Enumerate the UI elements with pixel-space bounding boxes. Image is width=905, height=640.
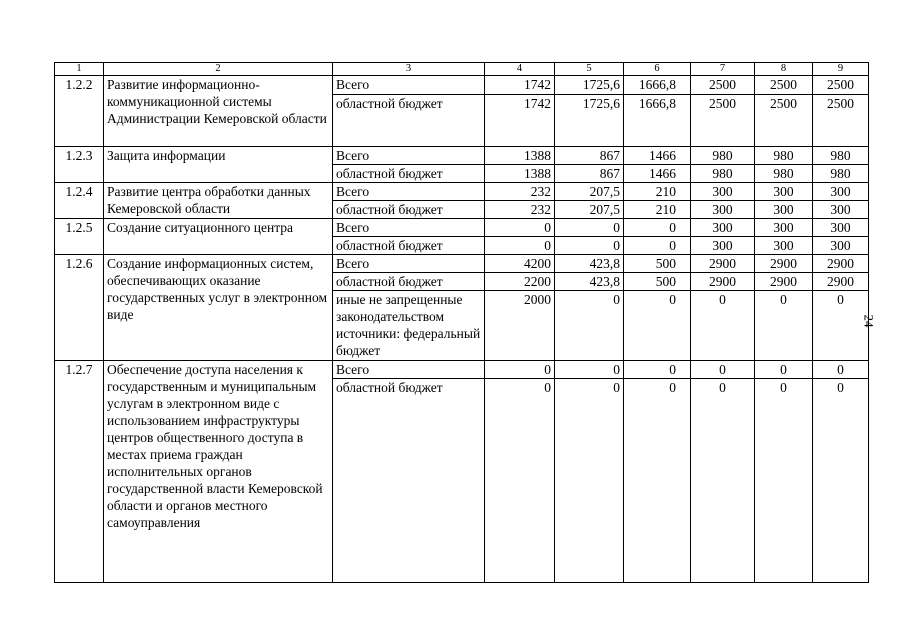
column-number: 5 bbox=[555, 63, 624, 76]
value-cell: 207,5 bbox=[555, 183, 624, 201]
value-cell: 0 bbox=[755, 361, 813, 379]
value-cell: 980 bbox=[813, 147, 869, 165]
column-number: 2 bbox=[104, 63, 333, 76]
column-number: 6 bbox=[624, 63, 691, 76]
value-cell: 300 bbox=[755, 237, 813, 255]
table-row bbox=[55, 183, 869, 201]
item-name: Защита информации bbox=[104, 147, 333, 183]
value-cell: 1666,8 bbox=[624, 76, 691, 95]
value-cell: 0 bbox=[555, 361, 624, 379]
item-code: 1.2.3 bbox=[55, 147, 104, 183]
value-cell: 0 bbox=[624, 219, 691, 237]
value-cell: 207,5 bbox=[555, 201, 624, 219]
value-cell: 423,8 bbox=[555, 255, 624, 273]
value-cell: 1388 bbox=[485, 147, 555, 165]
value-cell: 2900 bbox=[813, 255, 869, 273]
value-cell: 0 bbox=[755, 379, 813, 583]
value-cell: 0 bbox=[691, 379, 755, 583]
value-cell: 0 bbox=[624, 291, 691, 361]
value-cell: 2500 bbox=[755, 95, 813, 147]
value-cell: 0 bbox=[624, 361, 691, 379]
column-number-row bbox=[55, 63, 869, 76]
source-label: Всего bbox=[333, 76, 485, 95]
value-cell: 300 bbox=[691, 183, 755, 201]
item-code: 1.2.7 bbox=[55, 361, 104, 583]
value-cell: 300 bbox=[813, 201, 869, 219]
source-label: Всего bbox=[333, 147, 485, 165]
value-cell: 980 bbox=[813, 165, 869, 183]
column-number: 4 bbox=[485, 63, 555, 76]
value-cell: 2900 bbox=[755, 273, 813, 291]
item-code: 1.2.5 bbox=[55, 219, 104, 255]
value-cell: 2500 bbox=[691, 76, 755, 95]
value-cell: 980 bbox=[755, 165, 813, 183]
value-cell: 300 bbox=[691, 201, 755, 219]
item-name: Развитие центра обработки данных Кемеровской области bbox=[104, 183, 333, 219]
value-cell: 300 bbox=[755, 183, 813, 201]
value-cell: 2500 bbox=[755, 76, 813, 95]
value-cell: 2900 bbox=[691, 273, 755, 291]
value-cell: 980 bbox=[691, 147, 755, 165]
source-label: областной бюджет bbox=[333, 237, 485, 255]
value-cell: 980 bbox=[755, 147, 813, 165]
value-cell: 0 bbox=[813, 291, 869, 361]
budget-table bbox=[54, 62, 869, 583]
source-label: Всего bbox=[333, 255, 485, 273]
source-label: областной бюджет bbox=[333, 379, 485, 583]
item-name: Обеспечение доступа населения к государственным и муниципальным услугам в электронном виде с использованием инфраструктуры центров общественного доступа в местах приема граждан исполнительных органов государственной власти Кемеровской области и органов местного самоуправления bbox=[104, 361, 333, 583]
value-cell: 4200 bbox=[485, 255, 555, 273]
value-cell: 0 bbox=[624, 379, 691, 583]
value-cell: 300 bbox=[813, 237, 869, 255]
column-number: 3 bbox=[333, 63, 485, 76]
value-cell: 0 bbox=[555, 379, 624, 583]
value-cell: 232 bbox=[485, 183, 555, 201]
item-code: 1.2.4 bbox=[55, 183, 104, 219]
value-cell: 0 bbox=[691, 291, 755, 361]
value-cell: 1725,6 bbox=[555, 76, 624, 95]
value-cell: 423,8 bbox=[555, 273, 624, 291]
value-cell: 0 bbox=[555, 291, 624, 361]
column-number: 7 bbox=[691, 63, 755, 76]
value-cell: 867 bbox=[555, 147, 624, 165]
source-label: Всего bbox=[333, 183, 485, 201]
value-cell: 0 bbox=[555, 219, 624, 237]
value-cell: 980 bbox=[691, 165, 755, 183]
value-cell: 0 bbox=[485, 219, 555, 237]
value-cell: 0 bbox=[485, 361, 555, 379]
value-cell: 2900 bbox=[691, 255, 755, 273]
value-cell: 1466 bbox=[624, 165, 691, 183]
value-cell: 867 bbox=[555, 165, 624, 183]
value-cell: 2500 bbox=[813, 76, 869, 95]
value-cell: 2200 bbox=[485, 273, 555, 291]
value-cell: 0 bbox=[755, 291, 813, 361]
value-cell: 210 bbox=[624, 183, 691, 201]
value-cell: 0 bbox=[624, 237, 691, 255]
value-cell: 300 bbox=[813, 183, 869, 201]
value-cell: 232 bbox=[485, 201, 555, 219]
source-label: областной бюджет bbox=[333, 95, 485, 147]
column-number: 9 bbox=[813, 63, 869, 76]
table-row bbox=[55, 76, 869, 95]
source-label: областной бюджет bbox=[333, 273, 485, 291]
table-row bbox=[55, 147, 869, 165]
item-code: 1.2.6 bbox=[55, 255, 104, 361]
value-cell: 300 bbox=[755, 201, 813, 219]
value-cell: 1725,6 bbox=[555, 95, 624, 147]
source-label: областной бюджет bbox=[333, 165, 485, 183]
value-cell: 2900 bbox=[755, 255, 813, 273]
item-name: Создание информационных систем, обеспечивающих оказание государственных услуг в электронном виде bbox=[104, 255, 333, 361]
item-name: Создание ситуационного центра bbox=[104, 219, 333, 255]
value-cell: 300 bbox=[755, 219, 813, 237]
value-cell: 0 bbox=[555, 237, 624, 255]
page-number: 24 bbox=[861, 314, 877, 328]
value-cell: 0 bbox=[691, 361, 755, 379]
source-label: Всего bbox=[333, 219, 485, 237]
source-label: областной бюджет bbox=[333, 201, 485, 219]
value-cell: 0 bbox=[485, 379, 555, 583]
item-code: 1.2.2 bbox=[55, 76, 104, 147]
table-row bbox=[55, 219, 869, 237]
item-name: Развитие информационно-коммуникационной системы Администрации Кемеровской области bbox=[104, 76, 333, 147]
value-cell: 1742 bbox=[485, 95, 555, 147]
value-cell: 1466 bbox=[624, 147, 691, 165]
value-cell: 0 bbox=[813, 379, 869, 583]
value-cell: 300 bbox=[813, 219, 869, 237]
value-cell: 2500 bbox=[691, 95, 755, 147]
value-cell: 500 bbox=[624, 255, 691, 273]
value-cell: 1666,8 bbox=[624, 95, 691, 147]
source-label: иные не запрещенные законодательством источники: федеральный бюджет bbox=[333, 291, 485, 361]
table-row bbox=[55, 361, 869, 379]
source-label: Всего bbox=[333, 361, 485, 379]
value-cell: 2500 bbox=[813, 95, 869, 147]
value-cell: 0 bbox=[813, 361, 869, 379]
value-cell: 300 bbox=[691, 219, 755, 237]
value-cell: 300 bbox=[691, 237, 755, 255]
column-number: 8 bbox=[755, 63, 813, 76]
value-cell: 500 bbox=[624, 273, 691, 291]
value-cell: 1388 bbox=[485, 165, 555, 183]
column-number: 1 bbox=[55, 63, 104, 76]
value-cell: 0 bbox=[485, 237, 555, 255]
table-row bbox=[55, 255, 869, 273]
value-cell: 1742 bbox=[485, 76, 555, 95]
value-cell: 210 bbox=[624, 201, 691, 219]
value-cell: 2900 bbox=[813, 273, 869, 291]
value-cell: 2000 bbox=[485, 291, 555, 361]
